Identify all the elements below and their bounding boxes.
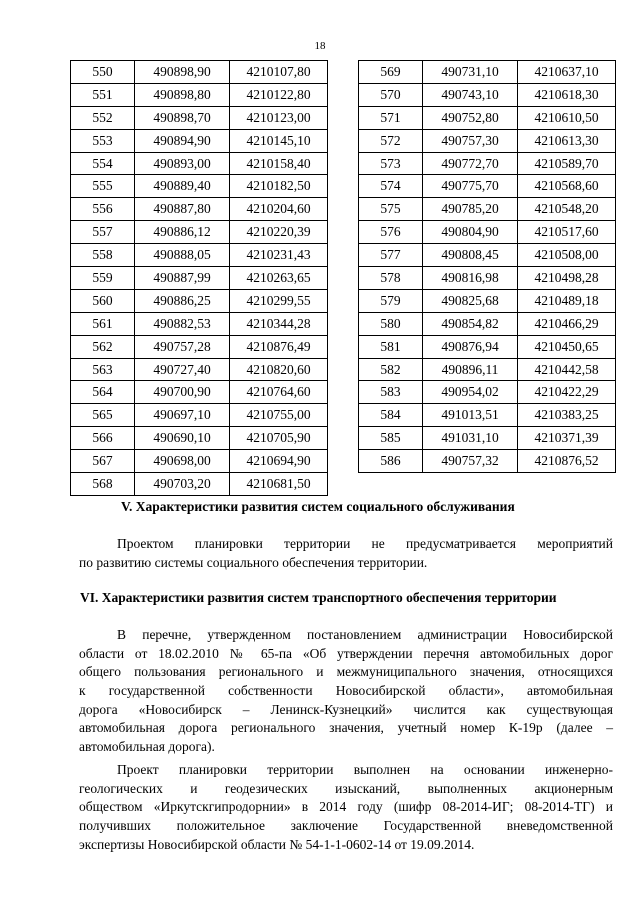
text-line: автомобильная дорога). [79, 739, 215, 755]
table-row [359, 83, 616, 106]
text-line: области от 18.02.2010 № 65-па «Об утверждении перечня автомобильных дорог [79, 645, 613, 661]
table-row [359, 61, 616, 84]
text-line: общего пользования регионального и межмуниципального значения, относящихся [79, 664, 613, 680]
point-number-cell: 579 [359, 289, 423, 312]
table-row [359, 129, 616, 152]
point-number-cell: 581 [359, 335, 423, 358]
x-coordinate-cell: 490700,90 [135, 381, 230, 404]
table-row [359, 427, 616, 450]
table-row [71, 335, 328, 358]
table-row [71, 244, 328, 267]
y-coordinate-cell: 4210876,49 [230, 335, 328, 358]
table-row [71, 289, 328, 312]
y-coordinate-cell: 4210204,60 [230, 198, 328, 221]
x-coordinate-cell: 490893,00 [135, 152, 230, 175]
x-coordinate-cell: 490882,53 [135, 312, 230, 335]
point-number-cell: 585 [359, 427, 423, 450]
point-number-cell: 554 [71, 152, 135, 175]
text-line: автомобильная дорога регионального значения, учетный номер К-19р (далее – [79, 720, 613, 736]
x-coordinate-cell: 490888,05 [135, 244, 230, 267]
x-coordinate-cell: 490898,80 [135, 83, 230, 106]
y-coordinate-cell: 4210371,39 [518, 427, 616, 450]
x-coordinate-cell: 490825,68 [423, 289, 518, 312]
table-row [71, 175, 328, 198]
table-row [71, 221, 328, 244]
x-coordinate-cell: 490804,90 [423, 221, 518, 244]
x-coordinate-cell: 490727,40 [135, 358, 230, 381]
point-number-cell: 566 [71, 427, 135, 450]
table-row [71, 358, 328, 381]
x-coordinate-cell: 490889,40 [135, 175, 230, 198]
point-number-cell: 550 [71, 61, 135, 84]
x-coordinate-cell: 490743,10 [423, 83, 518, 106]
point-number-cell: 565 [71, 404, 135, 427]
point-number-cell: 567 [71, 450, 135, 473]
x-coordinate-cell: 490894,90 [135, 129, 230, 152]
point-number-cell: 575 [359, 198, 423, 221]
table-row [71, 61, 328, 84]
y-coordinate-cell: 4210220,39 [230, 221, 328, 244]
text-line: Проект планировки территории выполнен на основании инженерно- [117, 762, 613, 777]
y-coordinate-cell: 4210498,28 [518, 267, 616, 290]
y-coordinate-cell: 4210618,30 [518, 83, 616, 106]
text-line: к государственной собственности Новосибирской области», автомобильная [79, 683, 613, 699]
y-coordinate-cell: 4210123,00 [230, 106, 328, 129]
table-row [71, 404, 328, 427]
text-line: Проектом планировки территории не предусматривается мероприятий [117, 536, 613, 551]
point-number-cell: 573 [359, 152, 423, 175]
y-coordinate-cell: 4210548,20 [518, 198, 616, 221]
y-coordinate-cell: 4210508,00 [518, 244, 616, 267]
section-5-heading: V. Характеристики развития систем социального обслуживания [121, 499, 515, 514]
x-coordinate-cell: 490808,45 [423, 244, 518, 267]
table-row [359, 312, 616, 335]
point-number-cell: 586 [359, 450, 423, 473]
point-number-cell: 571 [359, 106, 423, 129]
x-coordinate-cell: 490898,90 [135, 61, 230, 84]
y-coordinate-cell: 4210107,80 [230, 61, 328, 84]
table-row [359, 152, 616, 175]
point-number-cell: 551 [71, 83, 135, 106]
point-number-cell: 570 [359, 83, 423, 106]
x-coordinate-cell: 490898,70 [135, 106, 230, 129]
table-row [71, 198, 328, 221]
text-line: обществом «Иркутскгипродорнии» в 2014 году (шифр 08-2014-ИГ; 08-2014-ТГ) и [79, 799, 613, 815]
y-coordinate-cell: 4210145,10 [230, 129, 328, 152]
y-coordinate-cell: 4210568,60 [518, 175, 616, 198]
table-row [359, 175, 616, 198]
text-line: экспертизы Новосибирской области № 54-1-1-0602-14 от 19.09.2014. [79, 836, 475, 852]
y-coordinate-cell: 4210764,60 [230, 381, 328, 404]
x-coordinate-cell: 490816,98 [423, 267, 518, 290]
x-coordinate-cell: 491013,51 [423, 404, 518, 427]
table-row [359, 221, 616, 244]
y-coordinate-cell: 4210263,65 [230, 267, 328, 290]
table-row [71, 450, 328, 473]
table-row [71, 106, 328, 129]
point-number-cell: 574 [359, 175, 423, 198]
section-6-heading: VI. Характеристики развития систем транспортного обеспечения территории [80, 590, 557, 605]
table-row [71, 83, 328, 106]
point-number-cell: 564 [71, 381, 135, 404]
y-coordinate-cell: 4210122,80 [230, 83, 328, 106]
y-coordinate-cell: 4210705,90 [230, 427, 328, 450]
table-row [359, 450, 616, 473]
table-row [359, 267, 616, 290]
table-row [71, 381, 328, 404]
text-line: геологических и геодезических изысканий, выполненных акционерным [79, 780, 613, 796]
table-row [71, 312, 328, 335]
x-coordinate-cell: 491031,10 [423, 427, 518, 450]
x-coordinate-cell: 490757,32 [423, 450, 518, 473]
point-number-cell: 553 [71, 129, 135, 152]
x-coordinate-cell: 490887,99 [135, 267, 230, 290]
x-coordinate-cell: 490752,80 [423, 106, 518, 129]
text-line: получивших положительное заключение Государственной вневедомственной [79, 818, 613, 834]
point-number-cell: 556 [71, 198, 135, 221]
table-row [359, 335, 616, 358]
text-line: по развитию системы социального обеспечения территории. [79, 554, 428, 570]
table-row [71, 152, 328, 175]
table-row [71, 427, 328, 450]
x-coordinate-cell: 490854,82 [423, 312, 518, 335]
x-coordinate-cell: 490697,10 [135, 404, 230, 427]
table-row [359, 289, 616, 312]
y-coordinate-cell: 4210489,18 [518, 289, 616, 312]
coordinates-table-left [70, 60, 328, 496]
section-5-paragraph [79, 535, 613, 572]
y-coordinate-cell: 4210681,50 [230, 473, 328, 496]
y-coordinate-cell: 4210383,25 [518, 404, 616, 427]
y-coordinate-cell: 4210466,29 [518, 312, 616, 335]
y-coordinate-cell: 4210344,28 [230, 312, 328, 335]
point-number-cell: 584 [359, 404, 423, 427]
table-row [71, 473, 328, 496]
y-coordinate-cell: 4210589,70 [518, 152, 616, 175]
point-number-cell: 569 [359, 61, 423, 84]
point-number-cell: 576 [359, 221, 423, 244]
point-number-cell: 562 [71, 335, 135, 358]
y-coordinate-cell: 4210158,40 [230, 152, 328, 175]
point-number-cell: 580 [359, 312, 423, 335]
point-number-cell: 555 [71, 175, 135, 198]
table-row [71, 129, 328, 152]
point-number-cell: 577 [359, 244, 423, 267]
x-coordinate-cell: 490731,10 [423, 61, 518, 84]
x-coordinate-cell: 490876,94 [423, 335, 518, 358]
table-row [359, 358, 616, 381]
x-coordinate-cell: 490785,20 [423, 198, 518, 221]
coordinates-table-right [358, 60, 616, 473]
y-coordinate-cell: 4210755,00 [230, 404, 328, 427]
section-6-paragraph-1 [79, 626, 613, 757]
point-number-cell: 572 [359, 129, 423, 152]
x-coordinate-cell: 490886,25 [135, 289, 230, 312]
point-number-cell: 568 [71, 473, 135, 496]
x-coordinate-cell: 490698,00 [135, 450, 230, 473]
x-coordinate-cell: 490896,11 [423, 358, 518, 381]
x-coordinate-cell: 490757,30 [423, 129, 518, 152]
page-number: 18 [314, 40, 326, 52]
table-row [359, 106, 616, 129]
point-number-cell: 560 [71, 289, 135, 312]
table-row [359, 198, 616, 221]
point-number-cell: 559 [71, 267, 135, 290]
x-coordinate-cell: 490690,10 [135, 427, 230, 450]
point-number-cell: 578 [359, 267, 423, 290]
text-line: В перечне, утвержденном постановлением администрации Новосибирской [117, 627, 613, 642]
section-6-paragraph-2 [79, 761, 613, 854]
x-coordinate-cell: 490757,28 [135, 335, 230, 358]
y-coordinate-cell: 4210182,50 [230, 175, 328, 198]
point-number-cell: 583 [359, 381, 423, 404]
y-coordinate-cell: 4210610,50 [518, 106, 616, 129]
point-number-cell: 561 [71, 312, 135, 335]
table-row [359, 404, 616, 427]
y-coordinate-cell: 4210613,30 [518, 129, 616, 152]
y-coordinate-cell: 4210231,43 [230, 244, 328, 267]
x-coordinate-cell: 490775,70 [423, 175, 518, 198]
y-coordinate-cell: 4210876,52 [518, 450, 616, 473]
x-coordinate-cell: 490954,02 [423, 381, 518, 404]
point-number-cell: 557 [71, 221, 135, 244]
text-line: дорога «Новосибирск – Ленинск-Кузнецкий» числится как существующая [79, 701, 613, 717]
y-coordinate-cell: 4210820,60 [230, 358, 328, 381]
point-number-cell: 558 [71, 244, 135, 267]
y-coordinate-cell: 4210450,65 [518, 335, 616, 358]
y-coordinate-cell: 4210694,90 [230, 450, 328, 473]
point-number-cell: 552 [71, 106, 135, 129]
y-coordinate-cell: 4210637,10 [518, 61, 616, 84]
y-coordinate-cell: 4210442,58 [518, 358, 616, 381]
point-number-cell: 582 [359, 358, 423, 381]
x-coordinate-cell: 490886,12 [135, 221, 230, 244]
table-row [359, 244, 616, 267]
point-number-cell: 563 [71, 358, 135, 381]
y-coordinate-cell: 4210517,60 [518, 221, 616, 244]
x-coordinate-cell: 490703,20 [135, 473, 230, 496]
y-coordinate-cell: 4210299,55 [230, 289, 328, 312]
table-row [359, 381, 616, 404]
x-coordinate-cell: 490772,70 [423, 152, 518, 175]
table-row [71, 267, 328, 290]
x-coordinate-cell: 490887,80 [135, 198, 230, 221]
y-coordinate-cell: 4210422,29 [518, 381, 616, 404]
